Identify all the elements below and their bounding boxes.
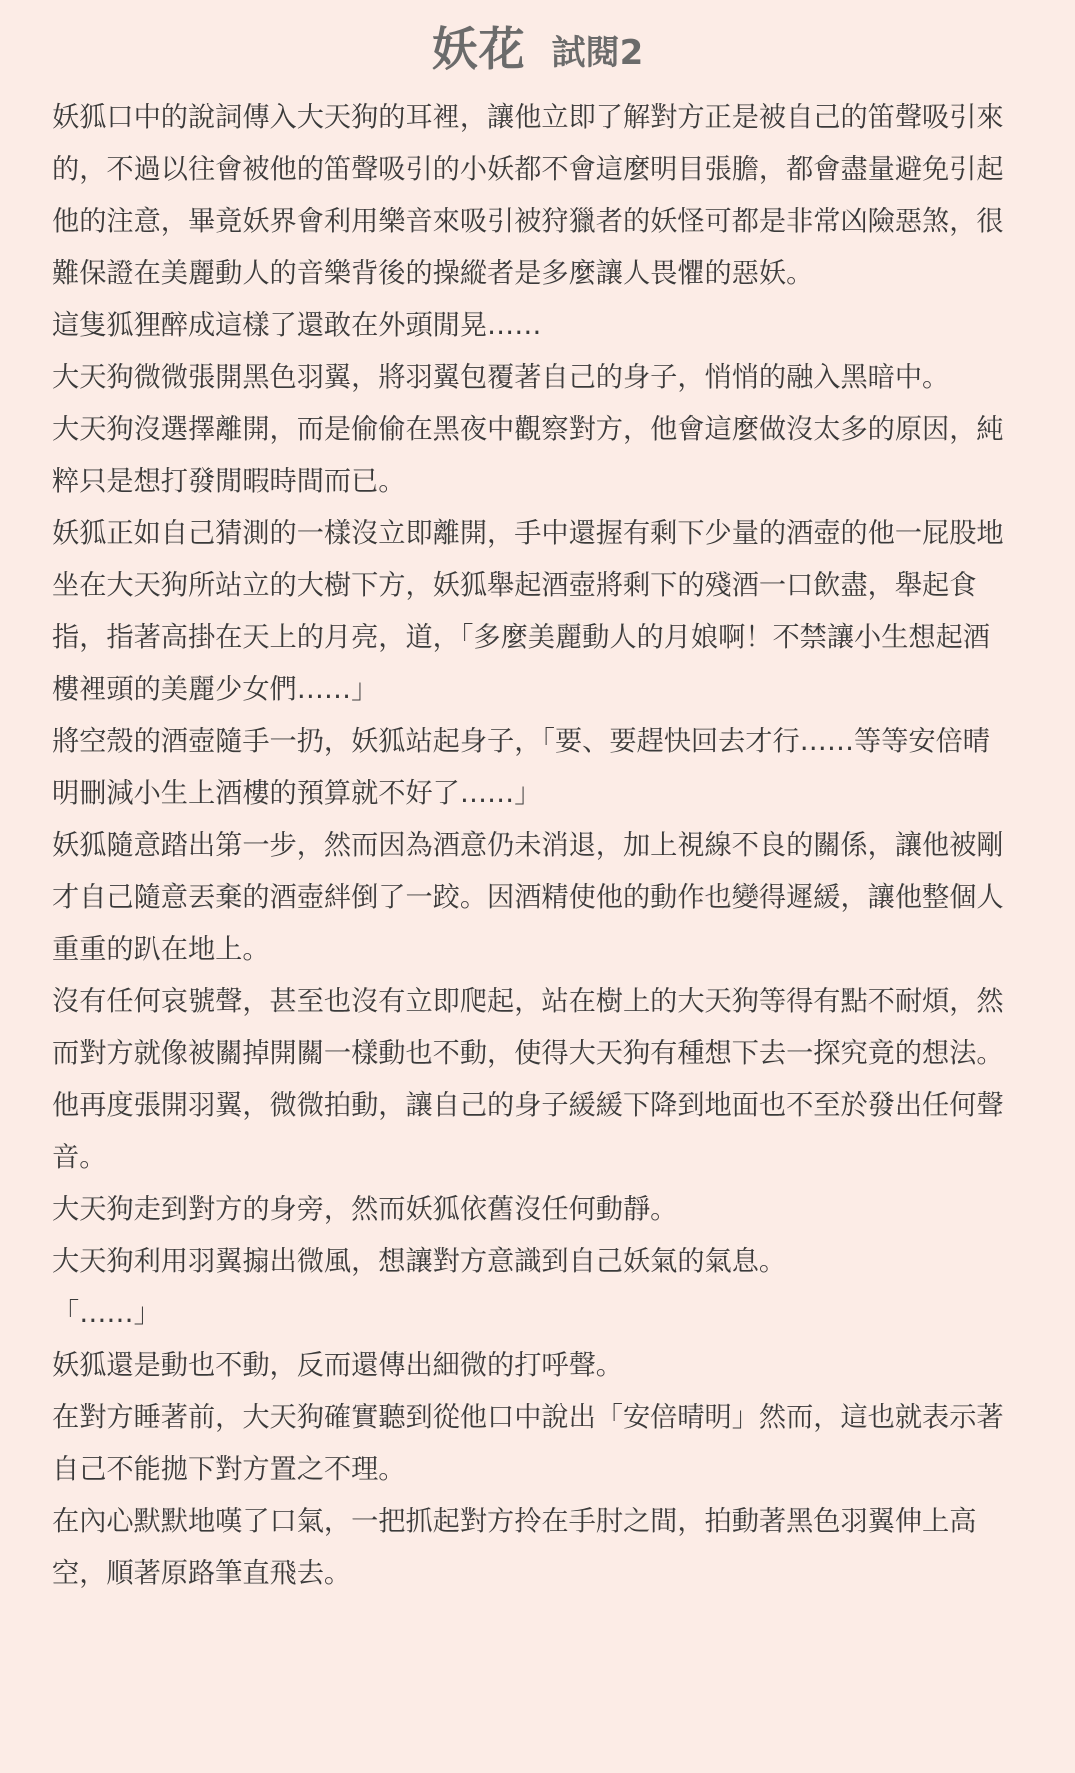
page-title: 妖花 — [431, 22, 526, 76]
paragraph-7: 妖狐隨意踏出第一步，然而因為酒意仍未消退，加上視線不良的關係，讓他被剛才自己隨意丟棄的酒壺絆倒了一跤。因酒精使他的動作也變得遲緩，讓他整個人重重的趴在地上。 — [52, 830, 1004, 965]
paragraph-4: 大天狗沒選擇離開，而是偷偷在黑夜中觀察對方，他會這麼做沒太多的原因，純粹只是想打發閒暇時間而已。 — [52, 414, 1004, 497]
title-row — [52, 0, 1075, 92]
paragraph-14: 在對方睡著前，大天狗確實聽到從他口中說出「安倍晴明」然而，這也就表示著自己不能拋下對方置之不理。 — [52, 1402, 1004, 1485]
paragraph-11: 大天狗利用羽翼搧出微風，想讓對方意識到自己妖氣的氣息。 — [52, 1246, 787, 1277]
paragraph-12: 「……」 — [52, 1298, 161, 1329]
paragraph-5: 妖狐正如自己猜測的一樣沒立即離開，手中還握有剩下少量的酒壺的他一屁股地坐在大天狗所站立的大樹下方，妖狐舉起酒壺將剩下的殘酒一口飲盡，舉起食指，指著高掛在天上的月亮，道，「多麼美麗動人的月娘啊！不禁讓小生想起酒樓裡頭的美麗少女們……」 — [52, 518, 1004, 705]
paragraph-1: 妖狐口中的說詞傳入大天狗的耳裡，讓他立即了解對方正是被自己的笛聲吸引來的，不過以往會被他的笛聲吸引的小妖都不會這麼明目張膽，都會盡量避免引起他的注意，畢竟妖界會利用樂音來吸引被狩獵者的妖怪可都是非常凶險惡煞，很難保證在美麗動人的音樂背後的操縱者是多麼讓人畏懼的惡妖。 — [52, 102, 1004, 289]
paragraph-10: 大天狗走到對方的身旁，然而妖狐依舊沒任何動靜。 — [52, 1194, 678, 1225]
paragraph-3: 大天狗微微張開黑色羽翼，將羽翼包覆著自己的身子，悄悄的融入黑暗中。 — [52, 362, 950, 393]
paragraph-6: 將空殼的酒壺隨手一扔，妖狐站起身子，「要、要趕快回去才行……等等安倍晴明刪減小生上酒樓的預算就不好了……」 — [52, 726, 990, 809]
story-body — [52, 92, 1016, 1600]
paragraph-13: 妖狐還是動也不動，反而還傳出細微的打呼聲。 — [52, 1350, 623, 1381]
paragraph-2: 這隻狐狸醉成這樣了還敢在外頭閒晃…… — [52, 310, 542, 341]
page-subtitle: 試閱2 — [551, 32, 644, 73]
paragraph-9: 他再度張開羽翼，微微拍動，讓自己的身子緩緩下降到地面也不至於發出任何聲音。 — [52, 1090, 1004, 1173]
paragraph-15: 在內心默默地嘆了口氣，一把抓起對方拎在手肘之間，拍動著黑色羽翼伸上高空，順著原路筆直飛去。 — [52, 1506, 977, 1589]
paragraph-8: 沒有任何哀號聲，甚至也沒有立即爬起，站在樹上的大天狗等得有點不耐煩，然而對方就像被關掉開關一樣動也不動，使得大天狗有種想下去一探究竟的想法。 — [52, 986, 1004, 1069]
